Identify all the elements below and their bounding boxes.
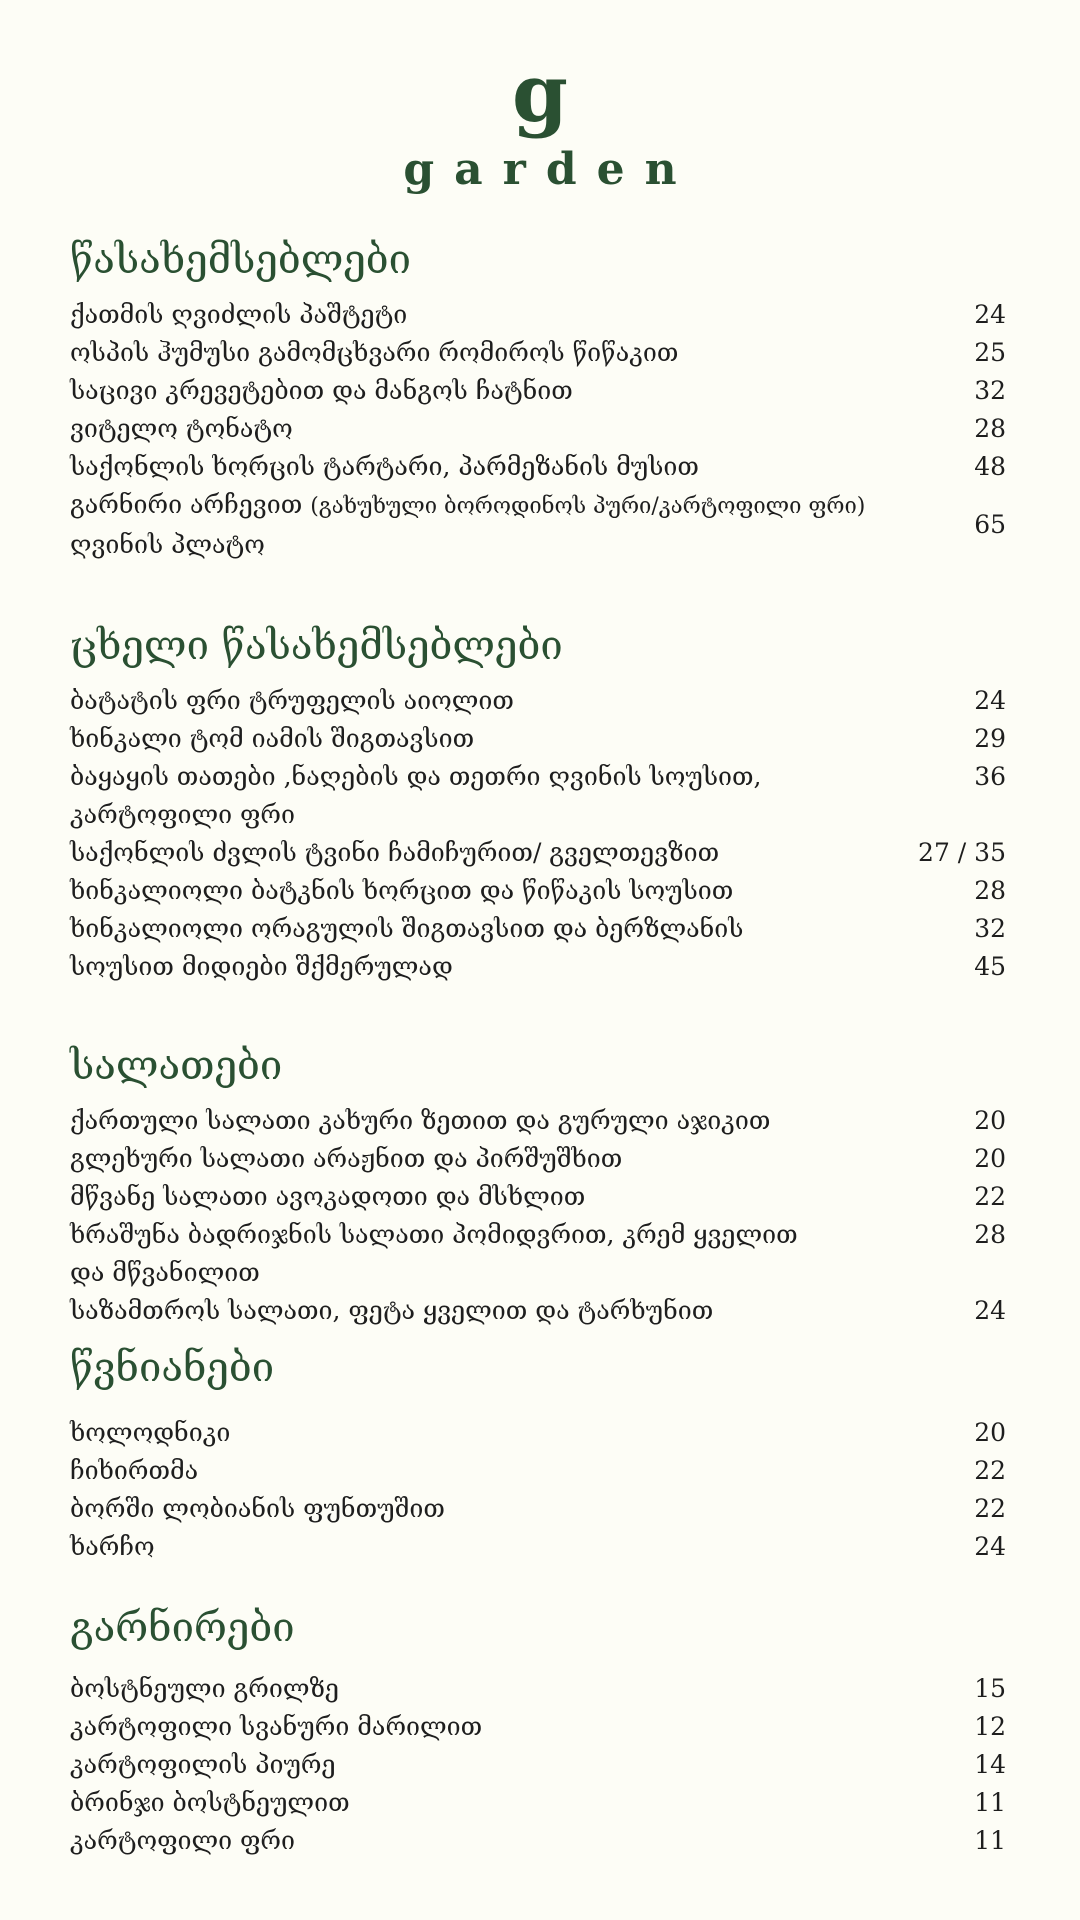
brand-name: garden (403, 144, 697, 195)
item-name: საზამთროს სალათი, ფეტა ყველით და ტარხუნით (70, 1296, 714, 1325)
item-name: მწვანე სალათი ავოკადოთი და მსხლით (70, 1182, 586, 1211)
item-price: 11 (974, 1788, 1006, 1817)
section-hot-appetizers (70, 618, 1010, 986)
item-name: ხინკალიოლი ორაგულის შიგთავსით და ბერზლანის (70, 914, 744, 943)
item-price: 36 (974, 762, 1006, 791)
item-price: 20 (974, 1144, 1006, 1173)
item-price: 28 (974, 414, 1006, 443)
section-title: წვნიანები (70, 1345, 275, 1391)
item-name: კარტოფილი სვანური მარილით (70, 1712, 483, 1741)
logo-mark: g (512, 46, 568, 140)
menu-item (70, 1102, 1010, 1140)
item-price: 15 (974, 1674, 1006, 1703)
menu-item (70, 1452, 1010, 1490)
item-name: ოსპის ჰუმუსი გამომცხვარი რომიროს წიწაკით (70, 338, 679, 367)
logo (0, 48, 1080, 195)
menu-item (70, 1216, 1010, 1254)
item-name: სოუსით მიდიები შქმერულად (70, 952, 453, 981)
menu-item (70, 682, 1010, 720)
menu-item (70, 872, 1010, 910)
section-sides (70, 1600, 1010, 1860)
menu-item (70, 1140, 1010, 1178)
item-price: 22 (974, 1182, 1006, 1211)
section-title: ცხელი წასახემსებლები (70, 623, 563, 669)
item-name: საცივი კრევეტებით და მანგოს ჩატნით (70, 376, 573, 405)
menu-item (70, 1528, 1010, 1566)
item-name-main: გარნირი არჩევით (70, 490, 303, 519)
item-name: კარტოფილის პიურე (70, 1750, 336, 1779)
section-title: გარნირები (70, 1605, 295, 1651)
item-price: 24 (974, 1532, 1006, 1561)
item-name: ბოსტნეული გრილზე (70, 1674, 339, 1703)
item-name (70, 486, 886, 564)
item-name: ბრინჯი ბოსტნეულით (70, 1788, 350, 1817)
item-price: 29 (974, 724, 1006, 753)
menu-item (70, 1292, 1010, 1330)
item-price: 24 (974, 1296, 1006, 1325)
item-price: 65 (974, 510, 1006, 539)
section-salads (70, 1038, 1010, 1330)
item-note: (გახუხული ბოროდინოს პური/კარტოფილი ფრი) (310, 494, 866, 519)
menu-item (70, 1670, 1010, 1708)
menu-item (70, 758, 1010, 796)
item-name: ხრაშუნა ბადრიჯნის სალათი პომიდვრით, კრემ ყველით (70, 1220, 798, 1249)
menu-item (70, 720, 1010, 758)
menu-item (70, 334, 1010, 372)
menu-item (70, 1822, 1010, 1860)
menu-item (70, 948, 1010, 986)
item-name: ჩიხირთმა (70, 1456, 199, 1485)
item-name: ბორში ლობიანის ფუნთუშით (70, 1494, 445, 1523)
menu-item (70, 410, 1010, 448)
item-name: ვიტელო ტონატო (70, 414, 293, 443)
menu-item (70, 1746, 1010, 1784)
item-price: 48 (974, 452, 1006, 481)
item-name: ხარჩო (70, 1532, 155, 1561)
menu-item (70, 448, 1010, 486)
item-price: 24 (974, 686, 1006, 715)
item-name-second: ღვინის პლატო (70, 530, 265, 559)
item-name: ხოლოდნიკი (70, 1418, 231, 1447)
item-price: 32 (974, 914, 1006, 943)
section-cold-appetizers (70, 232, 1010, 564)
item-name: კარტოფილი ფრი (70, 800, 295, 829)
item-name: ბაყაყის თათები ,ნაღების და თეთრი ღვინის სოუსით, (70, 762, 762, 791)
item-price: 25 (974, 338, 1006, 367)
menu-item (70, 372, 1010, 410)
menu-item (70, 834, 1010, 872)
item-name: და მწვანილით (70, 1258, 260, 1287)
item-price: 22 (974, 1494, 1006, 1523)
menu-item (70, 1254, 1010, 1292)
menu-item (70, 1490, 1010, 1528)
item-price: 12 (974, 1712, 1006, 1741)
menu-item (70, 1178, 1010, 1216)
item-name: ხინკალიოლი ბატკნის ხორცით და წიწაკის სოუსით (70, 876, 734, 905)
item-price: 27 / 35 (918, 838, 1006, 867)
section-title: წასახემსებლები (70, 237, 412, 283)
item-name: საქონლის ძვლის ტვინი ჩამიჩურით/ გველთევზით (70, 838, 720, 867)
section-soups (70, 1340, 1010, 1566)
menu-item (70, 486, 1010, 564)
menu-item (70, 910, 1010, 948)
item-price: 20 (974, 1418, 1006, 1447)
item-price: 20 (974, 1106, 1006, 1135)
menu-item (70, 1784, 1010, 1822)
menu-item (70, 1414, 1010, 1452)
menu-item (70, 296, 1010, 334)
item-price: 32 (974, 376, 1006, 405)
item-price: 24 (974, 300, 1006, 329)
item-name: საქონლის ხორცის ტარტარი, პარმეზანის მუსით (70, 452, 699, 481)
menu-item (70, 796, 1010, 834)
item-name: ქათმის ღვიძლის პაშტეტი (70, 300, 408, 329)
menu-item (70, 1708, 1010, 1746)
item-name: ხინკალი ტომ იამის შიგთავსით (70, 724, 475, 753)
item-price: 28 (974, 876, 1006, 905)
item-price: 14 (974, 1750, 1006, 1779)
item-price: 11 (974, 1826, 1006, 1855)
item-name: კარტოფილი ფრი (70, 1826, 295, 1855)
item-price: 22 (974, 1456, 1006, 1485)
item-name: გლეხური სალათი არაჟნით და პირშუშხით (70, 1144, 623, 1173)
item-name: ქართული სალათი კახური ზეთით და გურული აჯიკით (70, 1106, 771, 1135)
section-title: სალათები (70, 1043, 283, 1089)
item-price: 45 (974, 952, 1006, 981)
item-price: 28 (974, 1220, 1006, 1249)
item-name: ბატატის ფრი ტრუფელის აიოლით (70, 686, 514, 715)
